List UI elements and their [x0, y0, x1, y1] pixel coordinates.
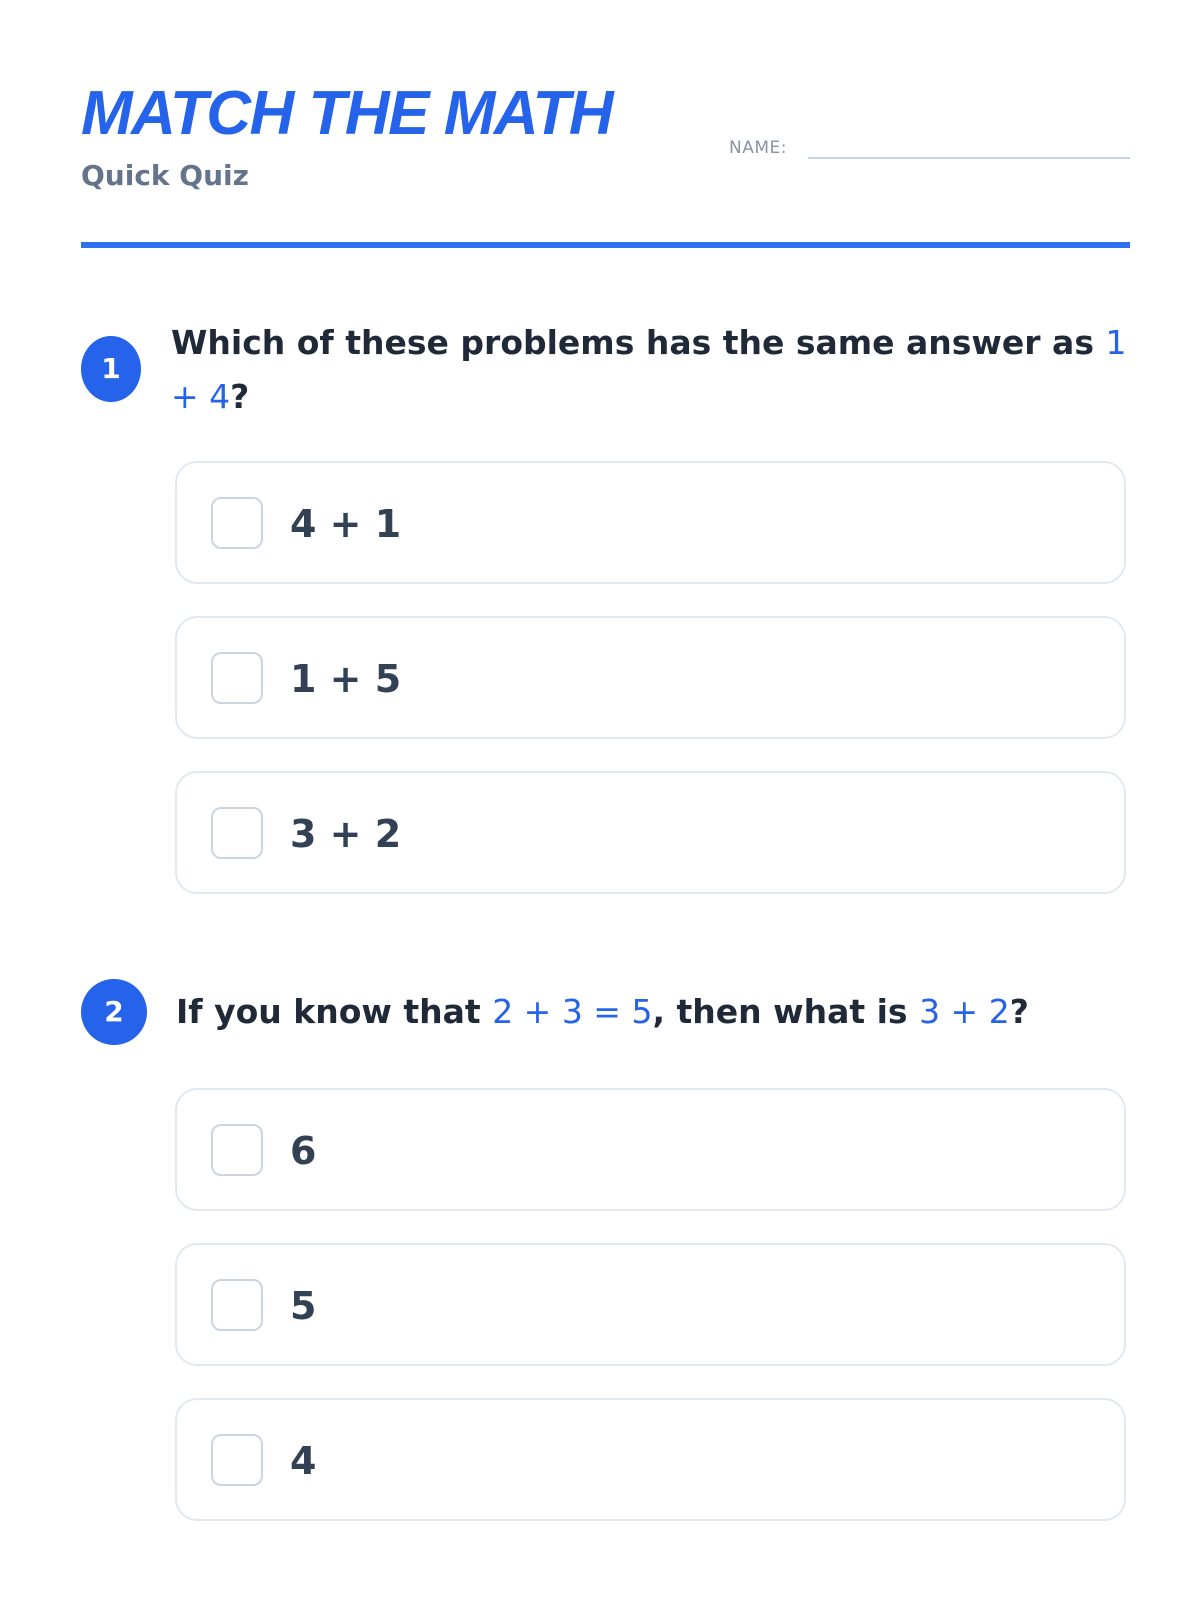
question-text-part: ?: [1009, 992, 1029, 1031]
answer-option[interactable]: [175, 461, 1126, 584]
question-text-part: , then what is: [652, 992, 920, 1031]
answer-checkbox[interactable]: [211, 497, 263, 549]
answer-option-label: 5: [290, 1284, 317, 1328]
answer-option[interactable]: [175, 1088, 1126, 1211]
answer-checkbox[interactable]: [211, 1434, 263, 1486]
answer-option[interactable]: [175, 771, 1126, 894]
answer-checkbox[interactable]: [211, 807, 263, 859]
math-expression: 3 + 2: [919, 992, 1010, 1031]
answer-option[interactable]: [175, 1243, 1126, 1366]
question-text-part: If you know that: [176, 992, 493, 1031]
question-number-badge: 1: [81, 336, 141, 402]
page-subtitle: Quick Quiz: [81, 159, 249, 192]
answer-checkbox[interactable]: [211, 1124, 263, 1176]
question-text: [176, 985, 1131, 1039]
answer-option[interactable]: [175, 616, 1126, 739]
header-divider: [81, 242, 1130, 248]
name-label: NAME:: [729, 138, 787, 158]
answer-checkbox[interactable]: [211, 652, 263, 704]
math-expression: 1 + 4: [171, 323, 1127, 416]
answer-option-label: 6: [290, 1129, 317, 1173]
name-field[interactable]: [808, 157, 1130, 159]
answer-option-label: 1 + 5: [290, 657, 402, 701]
answer-option-label: 4: [290, 1439, 317, 1483]
question-text: [171, 316, 1131, 424]
answer-checkbox[interactable]: [211, 1279, 263, 1331]
question-text-part: ?: [230, 377, 250, 416]
page-title: MATCH THE MATH: [81, 79, 613, 148]
question-text-part: Which of these problems has the same answer as: [171, 323, 1106, 362]
answer-option-label: 3 + 2: [290, 812, 402, 856]
math-expression: 2 + 3 = 5: [492, 992, 653, 1031]
answer-option[interactable]: [175, 1398, 1126, 1521]
question-number-badge: 2: [81, 979, 147, 1045]
answer-option-label: 4 + 1: [290, 502, 402, 546]
quiz-page: [81, 0, 1130, 1600]
